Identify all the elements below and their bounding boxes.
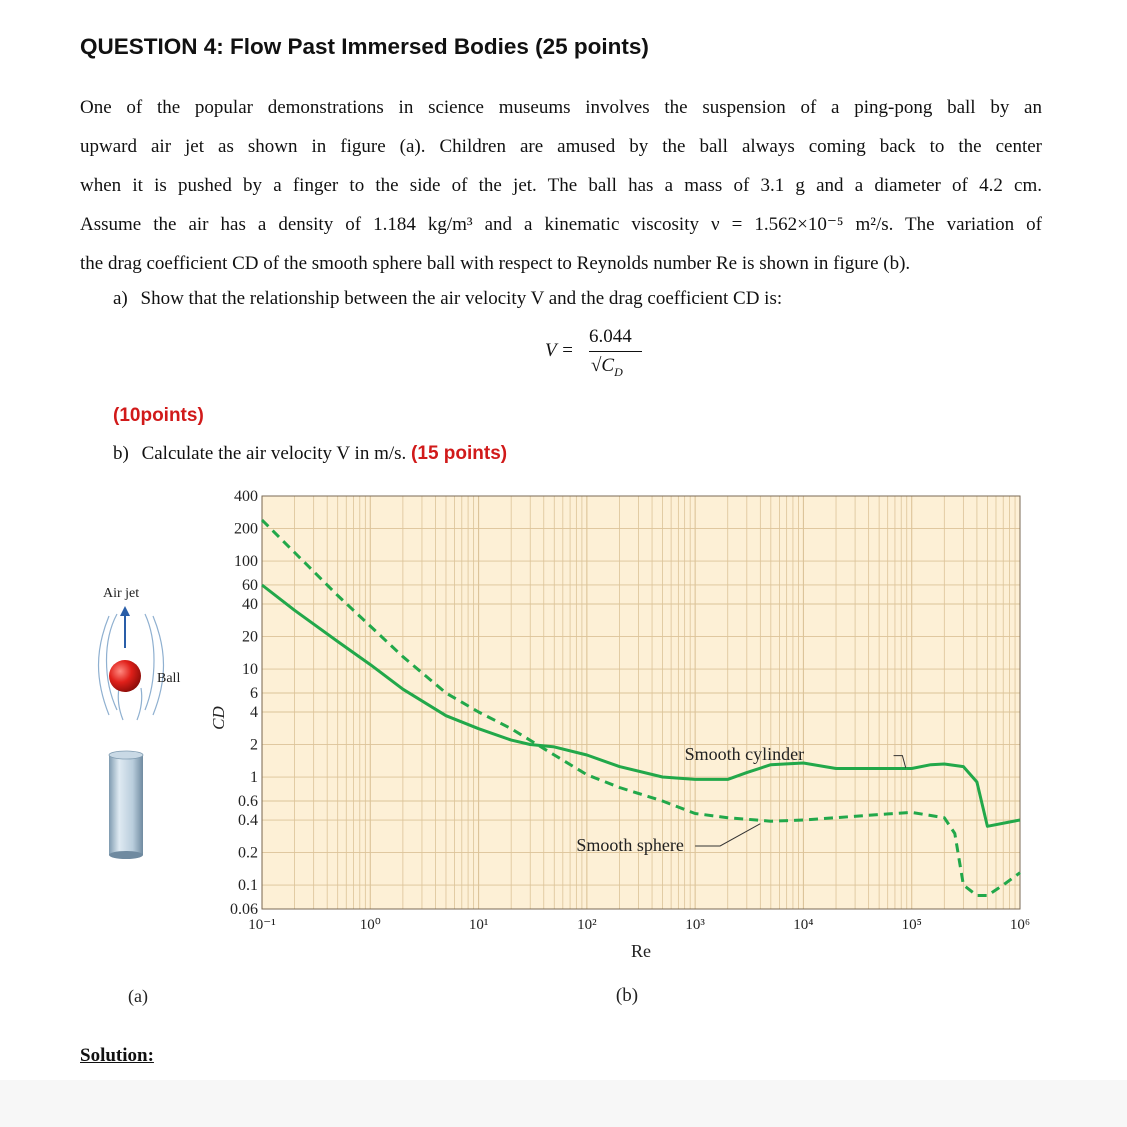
paragraph-line: One of the popular demonstrations in science museums involves the suspension of a ping-pong ball by an bbox=[80, 97, 1042, 118]
question-title: QUESTION 4: Flow Past Immersed Bodies (25 points) bbox=[80, 34, 649, 59]
drag-coefficient-chart bbox=[200, 482, 1050, 1012]
part-b-text: Calculate the air velocity V in m/s. bbox=[141, 443, 407, 464]
y-tick-label: 0.4 bbox=[238, 812, 258, 830]
part-b-points: (15 points) bbox=[411, 443, 508, 464]
y-tick-label: 0.1 bbox=[238, 877, 258, 895]
paragraph-line: upward air jet as shown in figure (a). Children are amused by the ball always coming back to the center bbox=[80, 136, 1042, 157]
y-tick-label: 0.6 bbox=[238, 792, 258, 810]
y-axis-label: CD bbox=[209, 706, 228, 730]
figure-a-caption: (a) bbox=[128, 986, 148, 1006]
air-jet-arrow-icon bbox=[120, 606, 130, 648]
nozzle-cylinder-icon bbox=[109, 751, 143, 859]
smooth-cylinder-annotation: Smooth cylinder bbox=[684, 743, 805, 764]
x-tick-label: 10⁶ bbox=[1009, 917, 1031, 933]
fraction-bar bbox=[589, 351, 642, 352]
x-tick-label: 10³ bbox=[685, 917, 705, 933]
y-tick-label: 0.06 bbox=[230, 901, 258, 918]
part-b bbox=[113, 443, 507, 465]
y-tick-label: 6 bbox=[250, 684, 258, 702]
equation-numerator: 6.044 bbox=[589, 326, 632, 347]
figure-b-caption: (b) bbox=[615, 985, 639, 1006]
equation-denominator bbox=[591, 355, 623, 380]
solution-label: Solution: bbox=[80, 1045, 154, 1066]
y-tick-label: 200 bbox=[234, 520, 258, 538]
x-tick-label: 10¹ bbox=[468, 917, 489, 933]
x-tick-label: 10⁰ bbox=[359, 917, 381, 933]
air-jet-label: Air jet bbox=[103, 586, 140, 601]
paragraph-line: Assume the air has a density of 1.184 kg/m³ and a kinematic viscosity ν = 1.562×10⁻⁵ m²/s. The variation of bbox=[80, 214, 1042, 235]
x-tick-label: 10² bbox=[577, 917, 597, 933]
x-tick-label: 10⁵ bbox=[901, 917, 922, 933]
y-tick-label: 20 bbox=[242, 628, 258, 646]
x-tick-label: 10⁴ bbox=[793, 917, 814, 933]
y-tick-label: 400 bbox=[234, 488, 258, 505]
y-tick-label: 60 bbox=[242, 576, 258, 594]
part-a-points: (10points) bbox=[113, 405, 204, 426]
y-tick-label: 1 bbox=[250, 769, 258, 787]
part-a-label: a) bbox=[113, 288, 128, 309]
part-a-text: Show that the relationship between the air velocity V and the drag coefficient CD is: bbox=[140, 288, 783, 309]
page-bottom-band bbox=[0, 1080, 1127, 1127]
part-b-label: b) bbox=[113, 443, 129, 464]
equation-lhs: V = bbox=[545, 340, 574, 361]
paragraph-line: the drag coefficient CD of the smooth sphere ball with respect to Reynolds number Re is shown in figure (b). bbox=[80, 253, 911, 274]
y-tick-label: 100 bbox=[234, 553, 258, 571]
smooth-sphere-annotation: Smooth sphere bbox=[576, 834, 684, 855]
y-tick-label: 40 bbox=[242, 596, 258, 614]
x-axis-label: Re bbox=[631, 941, 651, 961]
equation-sub-d: D bbox=[614, 364, 623, 379]
y-tick-label: 0.2 bbox=[238, 844, 258, 862]
y-tick-label: 10 bbox=[242, 661, 258, 679]
equation-sqrt-c: √C bbox=[591, 355, 615, 376]
part-a bbox=[113, 288, 782, 310]
x-tick-label: 10⁻¹ bbox=[248, 917, 276, 933]
y-tick-label: 4 bbox=[250, 704, 258, 722]
paragraph-line: when it is pushed by a finger to the side of the jet. The ball has a mass of 3.1 g and a diameter of 4.2 cm. bbox=[80, 175, 1042, 196]
question-paragraph bbox=[80, 88, 1042, 283]
y-tick-label: 2 bbox=[250, 736, 258, 754]
ball-icon bbox=[109, 660, 141, 692]
ball-label: Ball bbox=[157, 671, 181, 686]
figure-a bbox=[95, 580, 205, 1010]
